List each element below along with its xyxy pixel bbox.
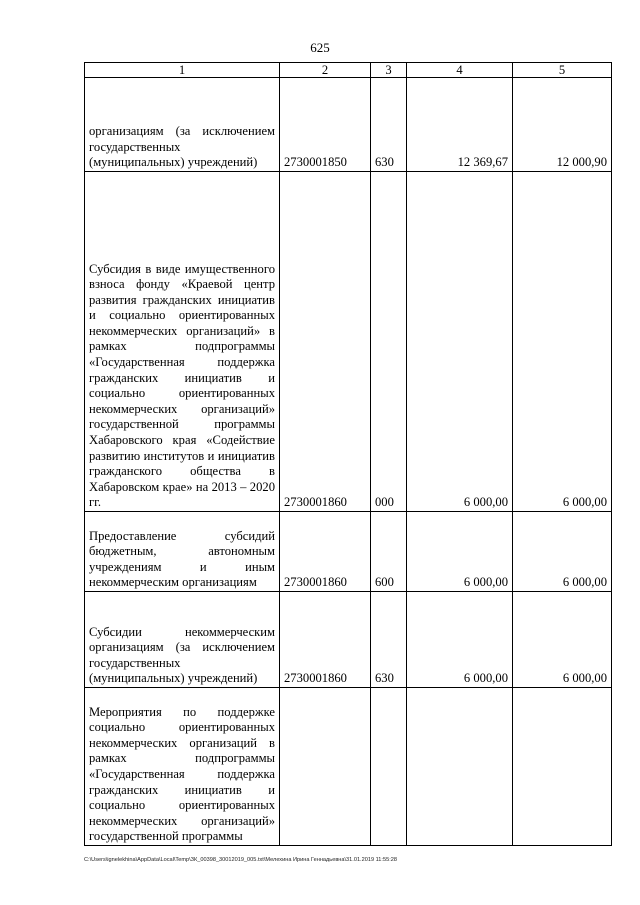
table-row bbox=[85, 688, 612, 846]
row-target-code: 2730001860 bbox=[280, 172, 371, 512]
row-name: Предоставление субсидий бюджетным, автономным учреждениям и иным некоммерческим организациям bbox=[85, 512, 280, 592]
column-header-4: 4 bbox=[407, 63, 513, 78]
budget-table bbox=[84, 62, 612, 846]
row-amount-col5: 6 000,00 bbox=[513, 592, 612, 688]
row-amount-col5 bbox=[513, 688, 612, 846]
column-header-1: 1 bbox=[85, 63, 280, 78]
column-header-3: 3 bbox=[371, 63, 407, 78]
table-row bbox=[85, 78, 612, 172]
row-amount-col5: 6 000,00 bbox=[513, 512, 612, 592]
row-name: Субсидия в виде имущественного взноса фонду «Краевой центр развития гражданских инициатив и социально ориентированных некоммерческих организаций» в рамках подпрограммы «Государственная поддержка гражданских инициатив и социально ориентированных некоммерческих организаций» государственной программы Хабаровского края «Содействие развитию институтов и инициатив гражданского общества в Хабаровском крае» на 2013 – 2020 гг. bbox=[85, 172, 280, 512]
row-target-code bbox=[280, 688, 371, 846]
row-target-code: 2730001860 bbox=[280, 512, 371, 592]
table-row bbox=[85, 512, 612, 592]
table-row bbox=[85, 172, 612, 512]
row-expense-type: 600 bbox=[371, 512, 407, 592]
row-expense-type: 000 bbox=[371, 172, 407, 512]
column-header-5: 5 bbox=[513, 63, 612, 78]
row-name: Мероприятия по поддержке социально ориентированных некоммерческих организаций в рамках подпрограммы «Государственная поддержка гражданских инициатив и социально ориентированных некоммерческих организаций» государственной программы bbox=[85, 688, 280, 846]
row-name: организациям (за исключением государственных (муниципальных) учреждений) bbox=[85, 78, 280, 172]
column-header-2: 2 bbox=[280, 63, 371, 78]
table-row bbox=[85, 592, 612, 688]
row-amount-col4: 6 000,00 bbox=[407, 512, 513, 592]
row-expense-type: 630 bbox=[371, 592, 407, 688]
row-amount-col5: 6 000,00 bbox=[513, 172, 612, 512]
row-expense-type bbox=[371, 688, 407, 846]
page-number: 625 bbox=[310, 40, 330, 55]
row-name: Субсидии некоммерческим организациям (за исключением государственных (муниципальных) учреждений) bbox=[85, 592, 280, 688]
table-header-row bbox=[85, 63, 612, 78]
row-amount-col5: 12 000,90 bbox=[513, 78, 612, 172]
row-target-code: 2730001850 bbox=[280, 78, 371, 172]
row-target-code: 2730001860 bbox=[280, 592, 371, 688]
row-amount-col4: 12 369,67 bbox=[407, 78, 513, 172]
row-amount-col4: 6 000,00 bbox=[407, 172, 513, 512]
row-expense-type: 630 bbox=[371, 78, 407, 172]
row-amount-col4: 6 000,00 bbox=[407, 592, 513, 688]
file-path-footer: C:\Users\ignelekhina\AppData\Local\Temp\ЗК_00398_30012019_005.txt\Мелехина Ирина Геннадьевна\31.01.2019 11:55:28 bbox=[84, 857, 397, 863]
row-amount-col4 bbox=[407, 688, 513, 846]
